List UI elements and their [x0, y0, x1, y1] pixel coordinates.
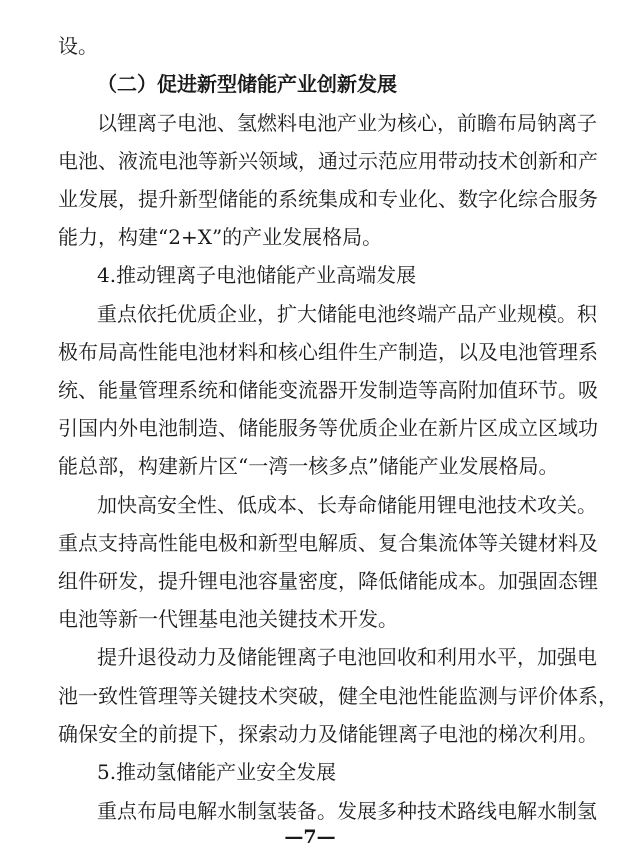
- text-line: [0, 679, 620, 713]
- text-line-content: 电池、液流电池等新兴领域，通过示范应用带动技术创新和产: [58, 149, 598, 173]
- text-line: [0, 717, 620, 751]
- text-line-content: 确保安全的前提下，探索动力及储能锂离子电池的梯次利用。: [58, 722, 598, 746]
- page-number: —7—: [284, 826, 336, 848]
- text-line: [0, 564, 620, 598]
- text-line-content: 能力，构建“2+X”的产业发展格局。: [58, 225, 383, 249]
- text-line: [0, 449, 620, 483]
- subsection-heading: [0, 258, 620, 292]
- text-line: [0, 526, 620, 560]
- text-line: [0, 411, 620, 445]
- text-line-content: 电池等新一代锂基电池关键技术开发。: [58, 607, 398, 631]
- section-heading: [0, 67, 620, 101]
- text-line: [0, 640, 620, 674]
- text-line-content: 提升退役动力及储能锂离子电池回收和利用水平，加强电: [97, 645, 597, 669]
- text-line: [0, 488, 620, 522]
- text-line: [0, 335, 620, 369]
- text-line-content: 重点依托优质企业，扩大储能电池终端产品产业规模。积: [97, 302, 597, 326]
- text-line-content: 业发展，提升新型储能的系统集成和专业化、数字化综合服务: [58, 187, 598, 211]
- text-line: [0, 373, 620, 407]
- text-line-content: 池一致性管理等关键技术突破，健全电池性能监测与评价体系，: [58, 684, 618, 708]
- text-line-content: 以锂离子电池、氢燃料电池产业为核心，前瞻布局钠离子: [97, 111, 597, 135]
- text-line: [0, 602, 620, 636]
- text-line-content: 极布局高性能电池材料和核心组件生产制造，以及电池管理系: [58, 340, 598, 364]
- text-line: [0, 182, 620, 216]
- text-line: [0, 106, 620, 140]
- text-line: [0, 794, 620, 828]
- text-line: [0, 220, 620, 254]
- text-line-content: 设。: [58, 34, 98, 58]
- text-line-content: 统、能量管理系统和储能变流器开发制造等高附加值环节。吸: [58, 378, 598, 402]
- text-line-content: 能总部，构建新片区“一湾一核多点”储能产业发展格局。: [58, 454, 559, 478]
- subsection-heading-text: 4.推动锂离子电池储能产业高端发展: [97, 263, 417, 287]
- text-line: [0, 297, 620, 331]
- text-line: [0, 144, 620, 178]
- text-line-content: 重点支持高性能电极和新型电解质、复合集流体等关键材料及: [58, 531, 598, 555]
- text-line-content: 加快高安全性、低成本、长寿命储能用锂电池技术攻关。: [97, 493, 597, 517]
- text-line: [0, 29, 620, 63]
- text-line-content: 组件研发，提升锂电池容量密度，降低储能成本。加强固态锂: [58, 569, 598, 593]
- subsection-heading: [0, 755, 620, 789]
- section-heading-text: （二）促进新型储能产业创新发展: [97, 72, 397, 96]
- text-line-content: 引国内外电池制造、储能服务等优质企业在新片区成立区域功: [58, 416, 598, 440]
- text-line-content: 重点布局电解水制氢装备。发展多种技术路线电解水制氢: [97, 799, 597, 823]
- subsection-heading-text: 5.推动氢储能产业安全发展: [97, 760, 337, 784]
